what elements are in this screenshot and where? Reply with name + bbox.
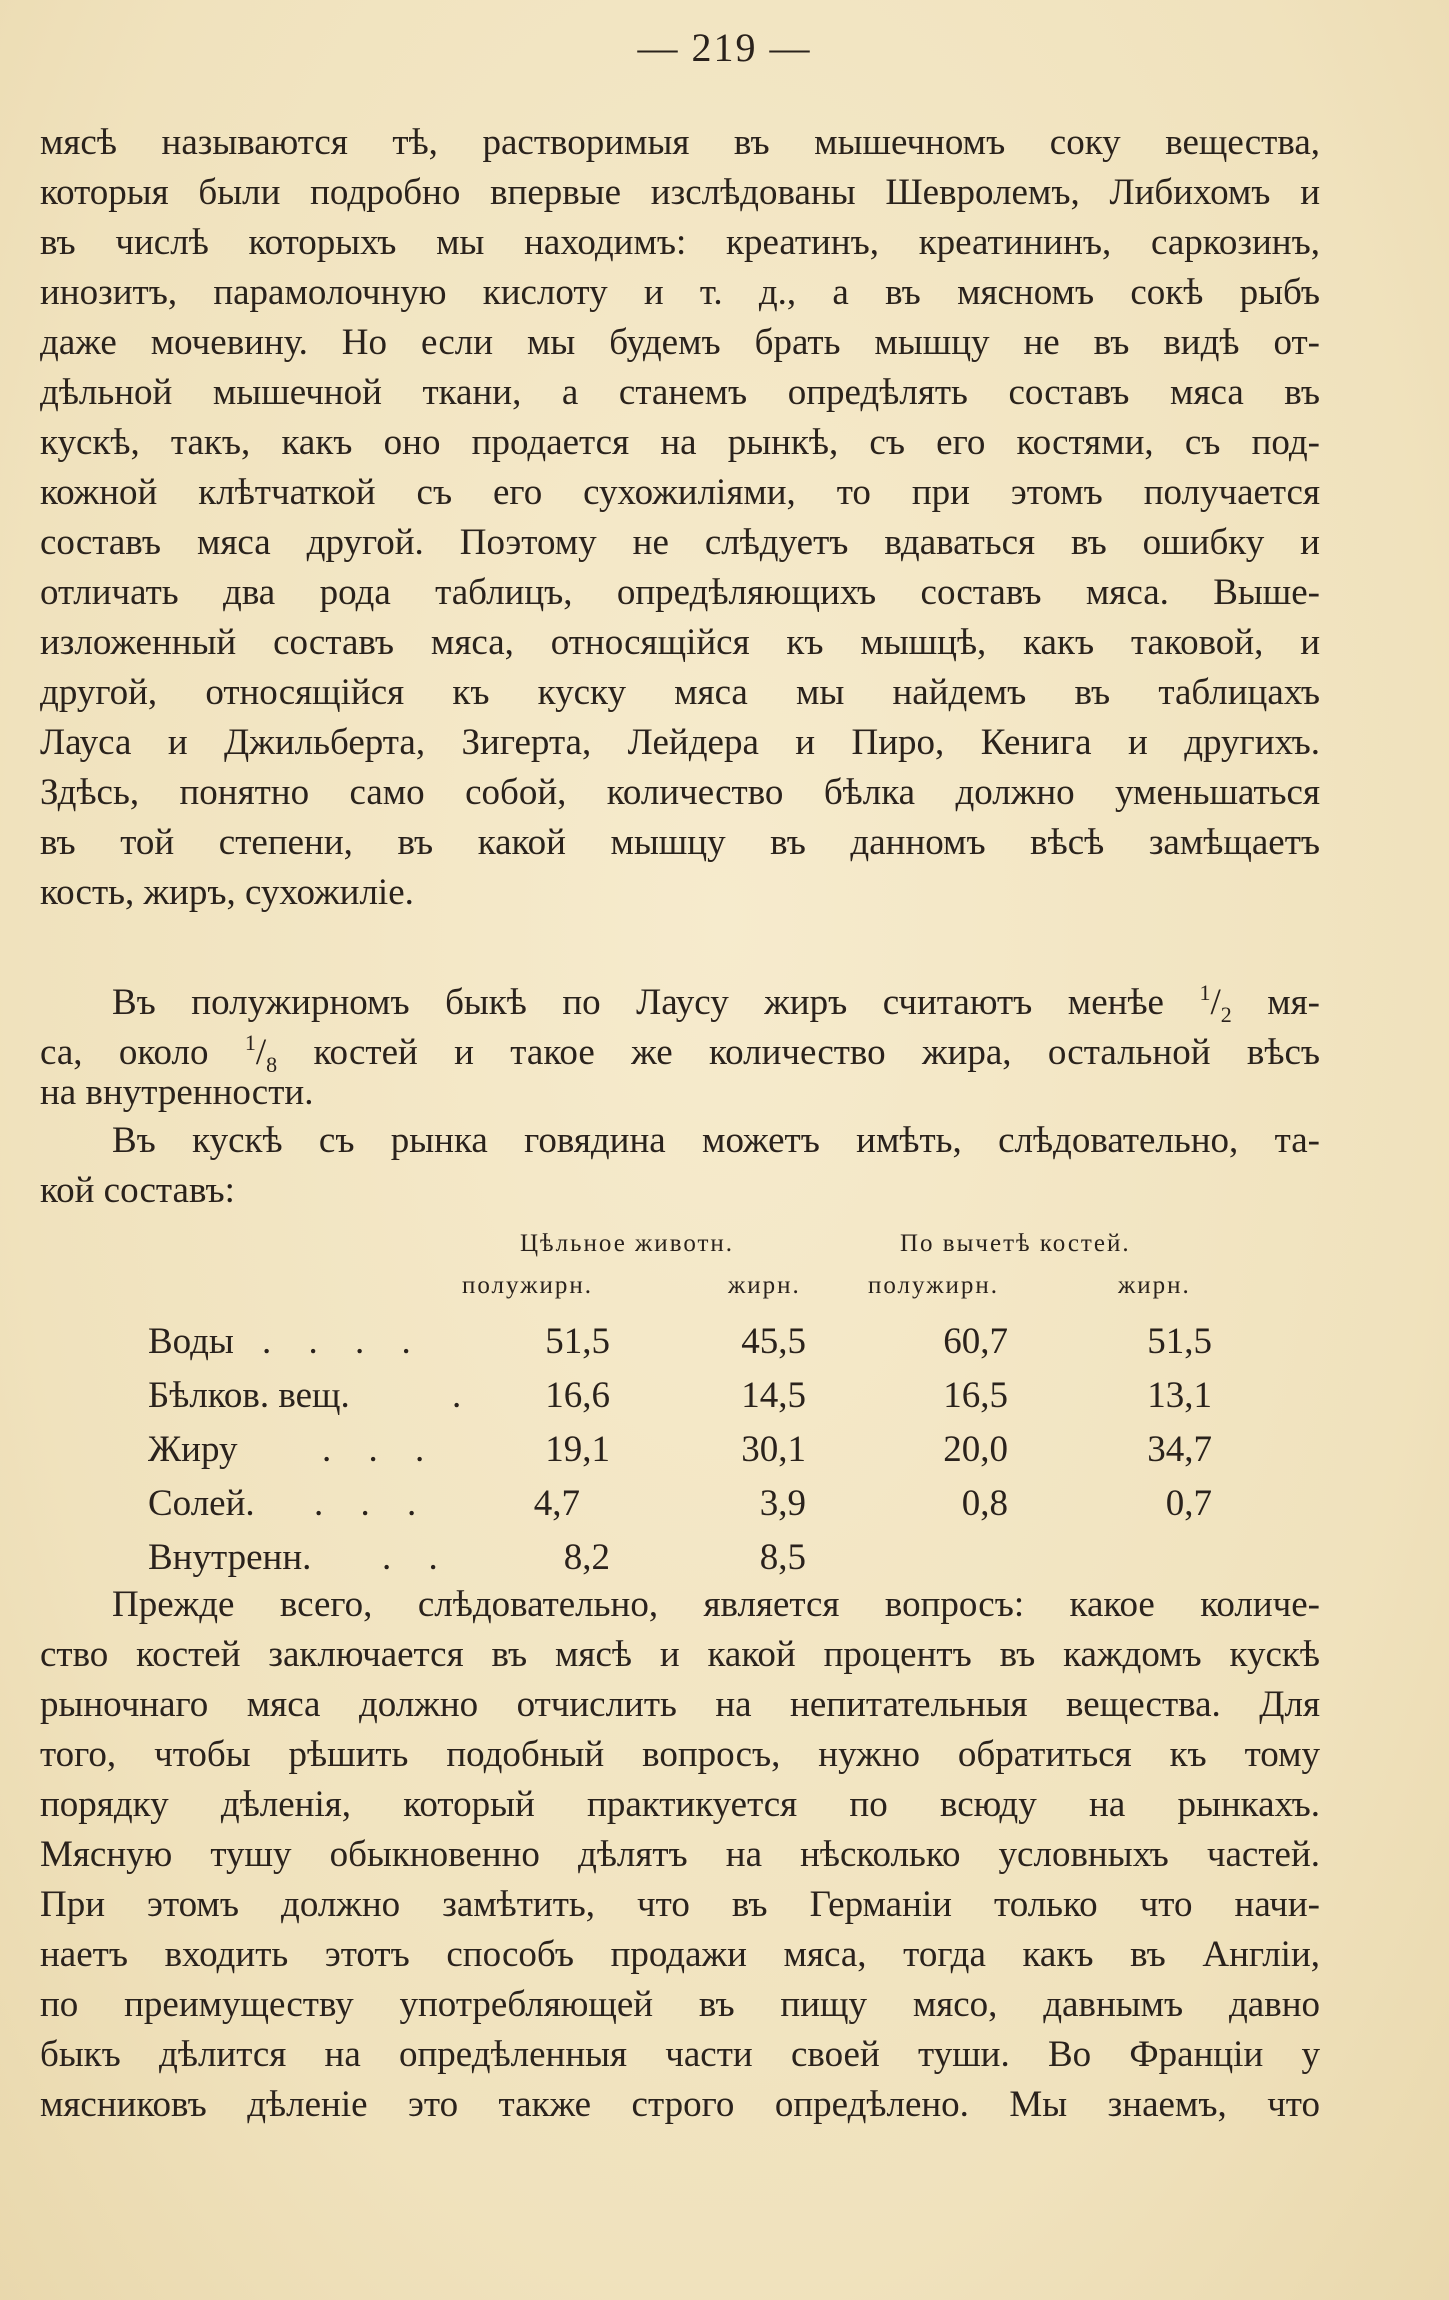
table-group-header-whole: Цѣльное животн.	[520, 1230, 735, 1257]
table-cell: 34,7	[1147, 1429, 1212, 1470]
row-label: Солей.	[148, 1483, 255, 1524]
table-cell: 45,5	[741, 1321, 806, 1362]
row-label: Жиру	[148, 1429, 238, 1470]
paragraph-4	[40, 1580, 1320, 2130]
text-line: мясѣ называются тѣ, растворимыя въ мышечномъ соку вещества,	[40, 122, 1320, 163]
table-cell: 8,5	[759, 1537, 806, 1578]
text-line: наетъ входить этотъ способъ продажи мяса, тогда какъ въ Англіи,	[40, 1934, 1320, 1975]
row-leader-dots: . . . .	[262, 1321, 425, 1362]
row-leader-dots: . .	[382, 1537, 452, 1578]
text-line: кой составъ:	[40, 1170, 235, 1211]
table-cell: 13,1	[1147, 1375, 1212, 1416]
text-line: Здѣсь, понятно само собой, количество бѣлка должно уменьшаться	[40, 772, 1320, 813]
text-line: рыночнаго мяса должно отчислить на непитательныя вещества. Для	[40, 1684, 1320, 1725]
text-line: которыя были подробно впервые изслѣдованы Шевролемъ, Либихомъ и	[40, 172, 1320, 213]
row-leader-dots: . . .	[322, 1429, 439, 1470]
text-line: кость, жиръ, сухожиліе.	[40, 872, 414, 913]
table-row	[0, 1320, 1449, 1370]
text-line: на внутренности.	[40, 1072, 314, 1113]
row-leader-dots: .	[452, 1375, 476, 1416]
text-line: мясниковъ дѣленіе это также строго опредѣлено. Мы знаемъ, что	[40, 2084, 1320, 2125]
table-cell: 60,7	[943, 1321, 1008, 1362]
table-cell: 14,5	[741, 1375, 806, 1416]
table-cell: 20,0	[943, 1429, 1008, 1470]
row-label: Воды	[148, 1321, 234, 1362]
table-cell: 8,2	[563, 1537, 610, 1578]
table-cell: 0,7	[1165, 1483, 1212, 1524]
fraction-denominator: 2	[1220, 1002, 1232, 1027]
table-group-header-boneless: По вычетѣ костей.	[900, 1230, 1131, 1257]
text-line: ство костей заключается въ мясѣ и какой процентъ въ каждомъ кускѣ	[40, 1634, 1320, 1675]
column-header: полужирн.	[868, 1272, 999, 1299]
fraction-numerator: 1	[244, 1030, 256, 1055]
text-line: кожной клѣтчаткой съ его сухожиліями, то при этомъ получается	[40, 472, 1320, 513]
text-line: даже мочевину. Но если мы будемъ брать мышцу не въ видѣ от-	[40, 322, 1320, 363]
text-line: порядку дѣленія, который практикуется по всюду на рынкахъ.	[40, 1784, 1320, 1825]
row-label: Внутренн.	[148, 1537, 312, 1578]
column-header: жирн.	[728, 1272, 801, 1299]
text-line: другой, относящійся къ куску мяса мы найдемъ въ таблицахъ	[40, 672, 1320, 713]
paragraph-3	[40, 1116, 1320, 1216]
text-line: Мясную тушу обыкновенно дѣлятъ на нѣсколько условныхъ частей.	[40, 1834, 1320, 1875]
table-cell: 4,7	[533, 1483, 580, 1524]
text-line: Лауса и Джильберта, Зигерта, Лейдера и Пиро, Кенига и другихъ.	[40, 722, 1320, 763]
table-cell: 19,1	[545, 1429, 610, 1470]
text-line: инозитъ, парамолочную кислоту и т. д., а въ мясномъ сокѣ рыбъ	[40, 272, 1320, 313]
text-line: въ числѣ которыхъ мы находимъ: креатинъ, креатининъ, саркозинъ,	[40, 222, 1320, 263]
column-header: полужирн.	[462, 1272, 593, 1299]
page-number: — 219 —	[637, 25, 812, 70]
table-cell: 16,5	[943, 1375, 1008, 1416]
table-cell: 51,5	[1147, 1321, 1212, 1362]
table-cell: 51,5	[545, 1321, 610, 1362]
text-fragment: костей и такое же количество жира, остальной вѣсъ	[277, 1032, 1320, 1073]
text-line: составъ мяса другой. Поэтому не слѣдуетъ вдаваться въ ошибку и	[40, 522, 1320, 563]
table-row	[0, 1482, 1449, 1532]
row-leader-dots: . . .	[314, 1483, 431, 1524]
text-line: кускѣ, такъ, какъ оно продается на рынкѣ, съ его костями, съ под-	[40, 422, 1320, 463]
text-line: того, чтобы рѣшить подобный вопросъ, нужно обратиться къ тому	[40, 1734, 1320, 1775]
text-line: дѣльной мышечной ткани, а станемъ опредѣлять составъ мяса въ	[40, 372, 1320, 413]
text-line: въ той степени, въ какой мышцу въ данномъ вѣсѣ замѣщаетъ	[40, 822, 1320, 863]
text-fragment: Въ полужирномъ быкѣ по Лаусу жиръ считаютъ менѣе	[112, 982, 1200, 1023]
text-line: Въ кускѣ съ рынка говядина можетъ имѣть, слѣдовательно, та-	[112, 1120, 1320, 1161]
text-line: изложенный составъ мяса, относящійся къ мышцѣ, какъ таковой, и	[40, 622, 1320, 663]
table-row	[0, 1374, 1449, 1424]
text-line: Въ полужирномъ быкѣ по Лаусу жиръ считаютъ менѣе $^1/_2$ мя-	[112, 980, 1321, 1027]
table-cell: 30,1	[741, 1429, 806, 1470]
text-line: Прежде всего, слѣдовательно, является вопросъ: какое количе-	[112, 1584, 1320, 1625]
paragraph-1	[40, 118, 1320, 918]
text-line: быкъ дѣлится на опредѣленныя части своей туши. Во Франціи у	[40, 2034, 1320, 2075]
column-header: жирн.	[1118, 1272, 1191, 1299]
table-cell: 0,8	[961, 1483, 1008, 1524]
text-fragment: мя-	[1231, 982, 1321, 1023]
table-cell: 16,6	[545, 1375, 610, 1416]
table-row	[0, 1536, 1449, 1586]
text-line: по преимуществу употребляющей въ пищу мясо, давнымъ давно	[40, 1984, 1320, 2025]
table-row	[0, 1428, 1449, 1478]
text-fragment: са, около	[40, 1032, 245, 1073]
paragraph-2	[40, 968, 1320, 1118]
table-cell: 3,9	[759, 1483, 806, 1524]
text-line: отличать два рода таблицъ, опредѣляющихъ составъ мяса. Выше-	[40, 572, 1320, 613]
text-line: При этомъ должно замѣтить, что въ Германіи только что начи-	[40, 1884, 1320, 1925]
fraction-denominator: 8	[266, 1052, 278, 1077]
row-label: Бѣлков. вещ.	[148, 1375, 350, 1416]
fraction-numerator: 1	[1199, 980, 1211, 1005]
text-line: са, около $^1/_8$ костей и такое же количество жира, остальной вѣсъ	[40, 1030, 1320, 1077]
